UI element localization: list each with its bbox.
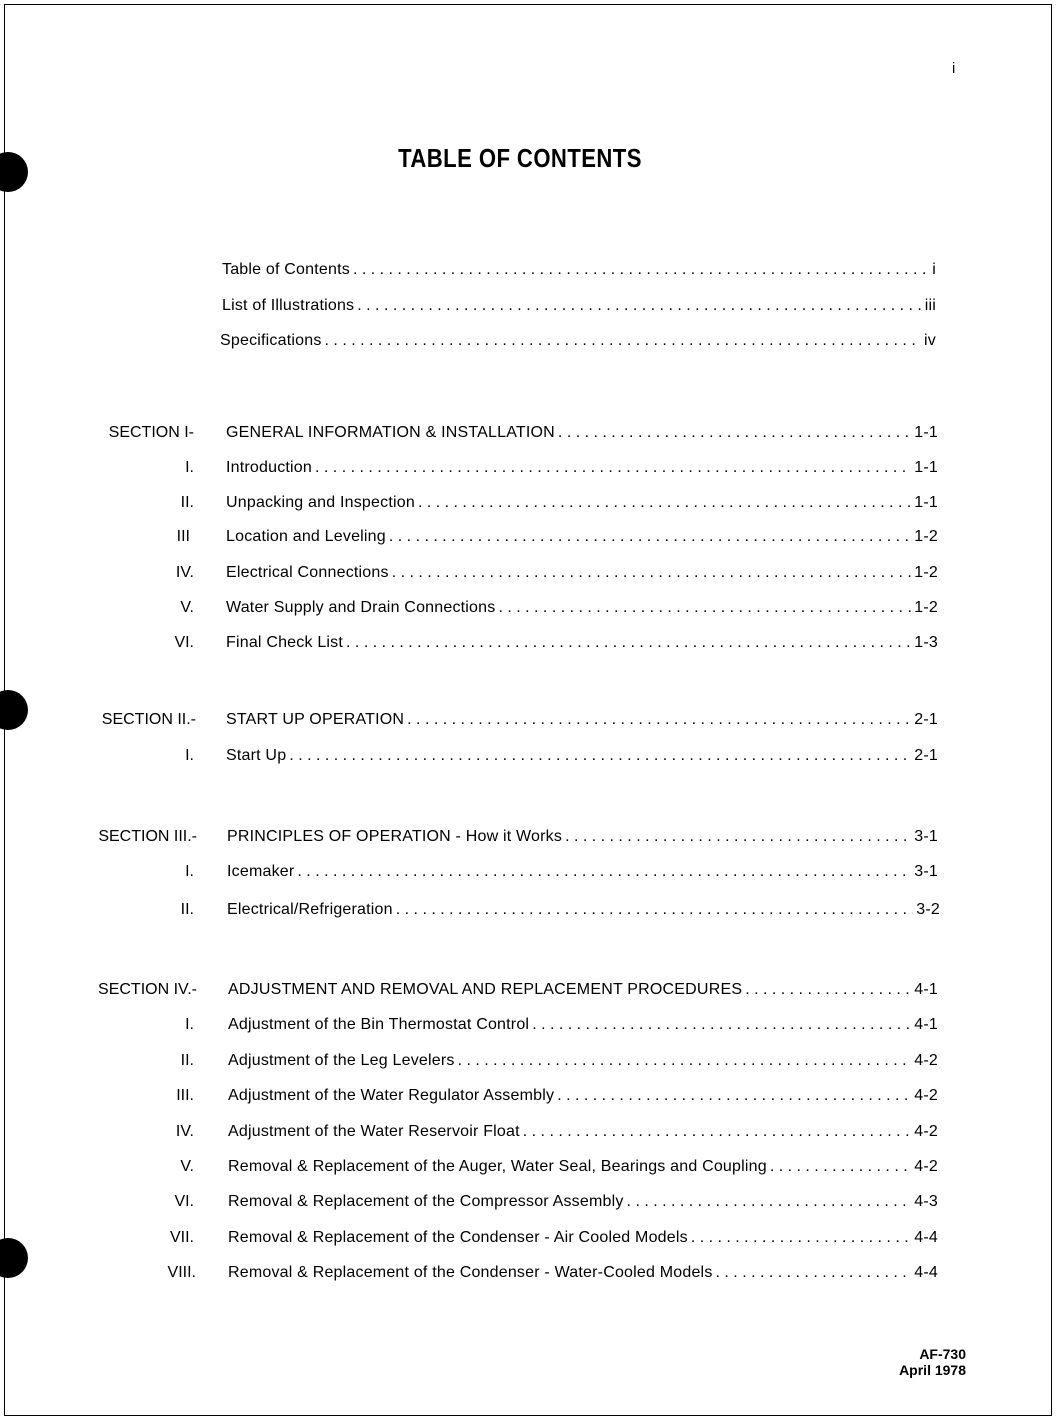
dot-leader (396, 900, 914, 920)
toc-entry[interactable] (228, 1192, 938, 1212)
dot-leader (346, 633, 911, 653)
toc-entry-label: Removal & Replacement of the Compressor Assembly (228, 1193, 624, 1210)
dot-leader (498, 598, 911, 618)
toc-entry-label: Adjustment of the Water Reservoir Float (228, 1123, 520, 1140)
toc-entry-label: Adjustment of the Leg Levelers (228, 1052, 455, 1069)
dot-leader (392, 563, 912, 583)
dot-leader (523, 1122, 912, 1142)
toc-entry-label: Adjustment of the Water Regulator Assembly (228, 1087, 555, 1104)
dot-leader (357, 296, 921, 316)
toc-entry[interactable] (227, 862, 938, 882)
item-numeral: VI. (174, 634, 194, 651)
toc-entry-label: Removal & Replacement of the Auger, Water Seal, Bearings and Coupling (228, 1158, 767, 1175)
item-numeral: I. (185, 863, 194, 880)
toc-entry-page: 4-2 (914, 1123, 938, 1140)
toc-entry[interactable] (228, 1228, 938, 1248)
section-heading[interactable] (226, 423, 938, 443)
toc-entry[interactable] (226, 527, 938, 547)
toc-entry-label: Table of Contents (222, 261, 350, 278)
toc-entry-label: List of Illustrations (222, 297, 355, 314)
dot-leader (458, 1051, 912, 1071)
toc-entry-label: Removal & Replacement of the Condenser - Water-Cooled Models (228, 1264, 713, 1281)
toc-entry[interactable] (228, 1122, 938, 1142)
toc-entry-label: Water Supply and Drain Connections (226, 599, 496, 616)
toc-entry-page: 4-2 (914, 1052, 938, 1069)
toc-entry-page: iii (924, 297, 936, 314)
dot-leader (297, 862, 911, 882)
toc-entry[interactable] (226, 563, 938, 583)
section-heading[interactable] (227, 827, 938, 847)
toc-entry-page: 1-2 (914, 599, 938, 616)
toc-entry-label: START UP OPERATION (226, 711, 405, 728)
toc-entry-label: Location and Leveling (226, 528, 386, 545)
toc-entry-label: Removal & Replacement of the Condenser - Air Cooled Models (228, 1229, 688, 1246)
toc-entry-page: 4-2 (914, 1158, 938, 1175)
toc-entry-label: Specifications (220, 332, 322, 349)
toc-entry[interactable] (228, 1086, 938, 1106)
toc-entry-page: 1-1 (914, 424, 938, 441)
dot-leader (770, 1157, 911, 1177)
item-numeral: II. (180, 1052, 194, 1069)
toc-entry[interactable] (226, 746, 938, 766)
section-label: SECTION II.- (101, 711, 196, 728)
toc-entry-page: 3-2 (916, 901, 940, 918)
section-heading[interactable] (228, 980, 938, 1000)
dot-leader (565, 827, 911, 847)
dot-leader (289, 746, 911, 766)
dot-leader (532, 1015, 911, 1035)
toc-entry-page: 4-1 (914, 981, 938, 998)
section-label: SECTION III.- (98, 828, 197, 845)
toc-entry-page: i (932, 261, 936, 278)
dot-leader (557, 1086, 911, 1106)
item-numeral: V. (180, 599, 194, 616)
toc-entry-page: 1-2 (914, 564, 938, 581)
item-numeral: IV. (175, 1123, 194, 1140)
toc-entry[interactable] (228, 1263, 938, 1283)
item-numeral: I. (185, 459, 194, 476)
item-numeral: III. (176, 1087, 194, 1104)
toc-entry-page: 1-3 (914, 634, 938, 651)
toc-entry[interactable] (228, 1157, 938, 1177)
toc-entry-label: GENERAL INFORMATION & INSTALLATION (226, 424, 555, 441)
item-numeral: I. (185, 747, 194, 764)
dot-leader (627, 1192, 912, 1212)
item-numeral: VII. (169, 1229, 194, 1246)
toc-entry-page: 4-2 (914, 1087, 938, 1104)
document-date: April 1978 (899, 1362, 966, 1378)
toc-entry-specifications[interactable] (220, 331, 936, 351)
toc-entry[interactable] (228, 1051, 938, 1071)
toc-entry-label: Unpacking and Inspection (226, 494, 415, 511)
page-number: i (952, 60, 956, 77)
toc-entry-page: 4-3 (914, 1193, 938, 1210)
toc-entry-label: PRINCIPLES OF OPERATION - How it Works (227, 828, 563, 845)
section-label: SECTION IV.- (98, 981, 197, 998)
toc-entry[interactable] (226, 493, 938, 513)
dot-leader (325, 331, 922, 351)
toc-entry-page: 2-1 (914, 711, 938, 728)
toc-entry-label: Start Up (226, 747, 287, 764)
item-numeral: I. (185, 1016, 194, 1033)
dot-leader (418, 493, 911, 513)
toc-entry-label: Adjustment of the Bin Thermostat Control (228, 1016, 530, 1033)
toc-entry-label: Electrical/Refrigeration (227, 901, 393, 918)
toc-entry-page: 2-1 (914, 747, 938, 764)
toc-entry-label: ADJUSTMENT AND REMOVAL AND REPLACEMENT PROCEDURES (228, 981, 743, 998)
toc-entry[interactable] (226, 458, 938, 478)
toc-entry-page: iv (924, 332, 936, 349)
dot-leader (558, 423, 911, 443)
dot-leader (691, 1228, 911, 1248)
item-numeral: IV. (175, 564, 194, 581)
document-code: AF-730 (919, 1346, 966, 1362)
toc-entry[interactable] (226, 633, 938, 653)
toc-entry-list-of-illustrations[interactable] (222, 296, 936, 316)
toc-entry-page: 4-4 (914, 1229, 938, 1246)
dot-leader (407, 710, 911, 730)
toc-entry-page: 3-1 (914, 828, 938, 845)
item-numeral: II. (180, 901, 194, 918)
toc-entry-label: Final Check List (226, 634, 344, 651)
toc-entry-page: 4-1 (914, 1016, 938, 1033)
toc-entry[interactable] (226, 598, 938, 618)
dot-leader (716, 1263, 912, 1283)
toc-entry-page: 1-1 (914, 494, 938, 511)
toc-entry[interactable] (228, 1015, 938, 1035)
toc-entry-page: 4-4 (914, 1264, 938, 1281)
item-numeral: VIII. (167, 1264, 196, 1281)
toc-entry-page: 1-2 (914, 528, 938, 545)
toc-entry-table-of-contents[interactable] (222, 260, 936, 280)
toc-entry-label: Introduction (226, 459, 313, 476)
item-numeral: II. (180, 494, 194, 511)
item-numeral: III (176, 528, 190, 545)
section-label: SECTION I- (108, 424, 194, 441)
toc-entry-page: 1-1 (914, 459, 938, 476)
dot-leader (353, 260, 929, 280)
item-numeral: VI. (174, 1193, 194, 1210)
page-title: TABLE OF CONTENTS (398, 143, 642, 173)
dot-leader (745, 980, 911, 1000)
dot-leader (389, 527, 911, 547)
document-footer (899, 1346, 966, 1378)
item-numeral: V. (180, 1158, 194, 1175)
section-heading[interactable] (226, 710, 938, 730)
toc-entry-label: Icemaker (227, 863, 295, 880)
dot-leader (315, 458, 911, 478)
toc-entry[interactable] (227, 900, 940, 920)
toc-entry-page: 3-1 (914, 863, 938, 880)
toc-entry-label: Electrical Connections (226, 564, 389, 581)
